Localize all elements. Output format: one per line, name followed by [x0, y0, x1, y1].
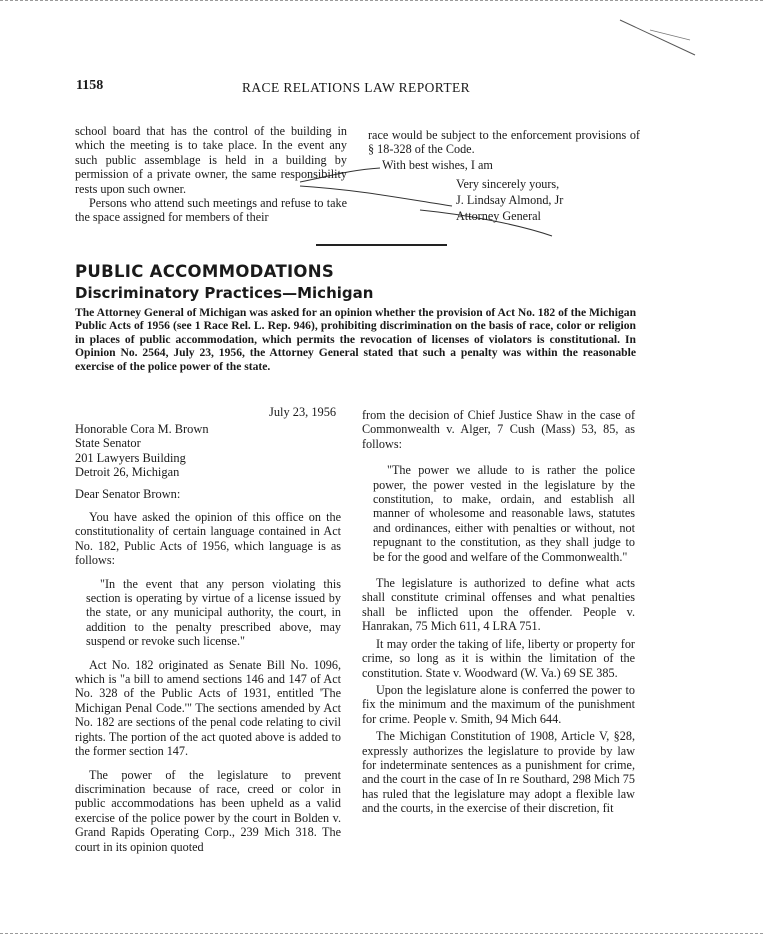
corner-pen-stroke — [620, 20, 695, 55]
prev-opinion-left-column — [75, 124, 347, 225]
address-line: Honorable Cora M. Brown — [75, 422, 209, 436]
headnote: The Attorney General of Michigan was asked for an opinion whether the provision of Act No. 182 of the Michigan Public Acts of 1956 (see 1 Race Rel. L. Rep. 946), prohibiting discrimination on the basis of race, color or religion in places of public accommodation, which permits the revocation of licenses of violators is constitutional. In Opinion No. 2564, July 23, 1956, the Attorney General stated that such a penalty was within the reasonable exercise of the police power of the state. — [75, 306, 637, 373]
paragraph: Upon the legislature alone is conferred the power to fix the minimum and the maximum of the punishment for crime. People v. Smith, 94 Mich 644. — [362, 682, 635, 726]
paragraph: The power of the legislature to prevent discrimination because of race, creed or color in public accommodations has been upheld as a valid exercise of the police power by the court in Bolden v. Grand Rapids Operating Corp., 239 Mich 318. The court in its opinion quoted — [75, 767, 341, 854]
signoff: Very sincerely yours, — [456, 177, 560, 192]
paragraph: Act No. 182 originated as Senate Bill No. 1096, which is "a bill to amend sections 146 and 147 of Act No. 328 of the Public Acts of 1931, entitled 'The Michigan Penal Code.'" The sections amended by Act No. 182 are sections of the penal code relating to civil rights. The portion of the act quoted above is added to the former section 147. — [75, 657, 341, 759]
page-number: 1158 — [76, 78, 104, 93]
closing: With best wishes, I am — [382, 157, 493, 172]
paragraph: The legislature is authorized to define what acts shall constitute criminal offenses and what penalties shall be inflicted upon the offender. People v. Hanrakan, 75 Mich 611, 4 LRA 751. — [362, 576, 635, 634]
section-divider — [316, 244, 447, 246]
quoted-statute: "In the event that any person violating this section is operating by virtue of a license issued by the state, or any municipal authority, the court, in addition to the penalty prescribed above, may suspend or revoke such license." — [86, 576, 341, 649]
salutation: Dear Senator Brown: — [75, 487, 181, 501]
signature-block — [368, 176, 640, 224]
signer-name: J. Lindsay Almond, Jr — [456, 193, 564, 208]
address-line: 201 Lawyers Building — [75, 450, 186, 465]
letter-date: July 23, 1956 — [269, 405, 337, 419]
prev-opinion-text-2: Persons who attend such meetings and refuse to take the space assigned for members of their — [75, 196, 347, 225]
section-subtitle: Discriminatory Practices—Michigan — [75, 284, 374, 302]
prev-opinion-right-text: race would be subject to the enforcement provisions of § 18-328 of the Code. — [368, 128, 640, 157]
bottom-scan-edge — [0, 933, 763, 936]
paragraph: The Michigan Constitution of 1908, Article V, §28, expressly authorizes the legislature to provide by law for indeterminate sentences as a punishment for crime, and the court in the case of In re Southard, 298 Mich 75 has ruled that the legislature may adopt a flexible law and the courts, in the exercise of their discretion, fit — [362, 729, 635, 816]
section-title: PUBLIC ACCOMMODATIONS — [75, 262, 335, 281]
paragraph: You have asked the opinion of this office on the constitutionality of certain language contained in Act No. 182, Public Acts of 1956, which language is as follows: — [75, 510, 341, 568]
address-block — [75, 422, 209, 480]
prev-opinion-text: school board that has the control of the building in which the meeting is to take place. In the event any such public assemblage is held in a building by permission of a private owner, the same responsibility rests upon such owner. — [75, 124, 347, 196]
paragraph: It may order the taking of life, liberty or property for crime, so long as it is within the limitation of the constitution. State v. Woodward (W. Va.) 69 SE 385. — [362, 636, 635, 680]
address-line: Detroit 26, Michigan — [75, 465, 180, 480]
running-title: RACE RELATIONS LAW REPORTER — [242, 80, 471, 95]
letter-left-column — [75, 510, 341, 854]
address-line: State Senator — [75, 436, 141, 451]
quoted-opinion: "The power we allude to is rather the police power, the power vested in the legislature by the constitution, to make, ordain, and establish all manner of wholesome and reasonable laws, statutes and ordinances, either with penalties or without, not repugnant to the constitution, as they shall judge to be for the good and welfare of the Commonwealth." — [373, 463, 635, 564]
paragraph: from the decision of Chief Justice Shaw in the case of Commonwealth v. Alger, 7 Cush (Mass) 53, 85, as follows: — [362, 408, 635, 451]
prev-opinion-right-column — [368, 128, 640, 224]
signer-title: Attorney General — [456, 209, 541, 224]
letter-right-column — [362, 408, 635, 816]
corner-pen-stroke-2 — [650, 30, 690, 40]
